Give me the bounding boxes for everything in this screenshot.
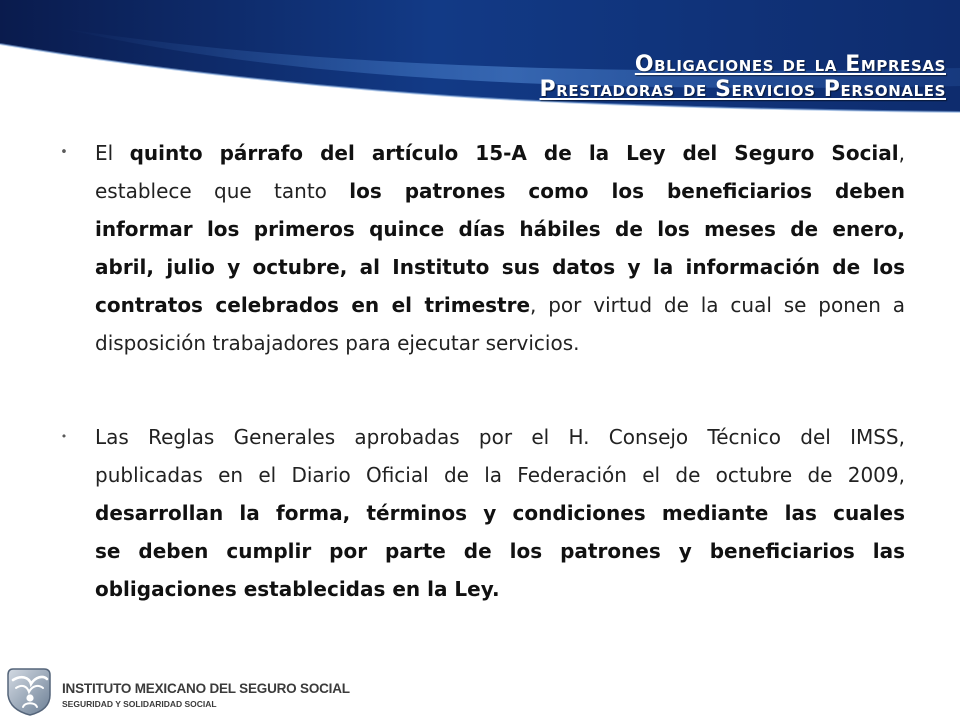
text-run: abril, julio y octubre, al Instituto sus datos y la información de los xyxy=(95,255,905,279)
slide-title-line-2: Prestadoras de Servicios Personales xyxy=(539,77,946,102)
paragraph-line xyxy=(95,494,905,532)
text-run: se deben cumplir por parte de los patrones y beneficiarios las xyxy=(95,539,905,563)
text-run: disposición trabajadores para ejecutar servicios. xyxy=(95,331,580,355)
bullet-paragraph-1 xyxy=(95,134,905,362)
institution-motto: SEGURIDAD Y SOLIDARIDAD SOCIAL xyxy=(62,699,217,709)
text-run: informar los primeros quince días hábiles de los meses de enero, xyxy=(95,217,905,241)
text-run: los patrones como los beneficiarios deben xyxy=(349,179,905,203)
bullet-paragraph-2 xyxy=(95,418,905,608)
institution-name: INSTITUTO MEXICANO DEL SEGURO SOCIAL xyxy=(62,681,350,696)
text-run: quinto párrafo del artículo 15-A de la Ley del Seguro Social xyxy=(129,141,899,165)
paragraph-line xyxy=(95,456,905,494)
paragraph-line xyxy=(95,134,905,172)
paragraph-line xyxy=(95,210,905,248)
paragraph-line xyxy=(95,324,905,362)
imss-logo-icon xyxy=(4,665,54,717)
bullet-marker: • xyxy=(60,145,68,160)
text-run: El xyxy=(95,141,130,165)
paragraph-line xyxy=(95,172,905,210)
paragraph-line xyxy=(95,532,905,570)
paragraph-line xyxy=(95,418,905,456)
text-run: establece que tanto xyxy=(95,179,350,203)
text-run: publicadas en el Diario Oficial de la Federación el de octubre de 2009, xyxy=(95,463,905,487)
text-run: obligaciones establecidas en la Ley. xyxy=(95,577,500,601)
paragraph-line xyxy=(95,248,905,286)
slide-title-line-1: Obligaciones de la Empresas xyxy=(634,52,946,77)
text-run: contratos celebrados en el trimestre xyxy=(95,293,531,317)
text-run: desarrollan la forma, términos y condiciones mediante las cuales xyxy=(95,501,905,525)
text-run: , por virtud de la cual se ponen a xyxy=(530,293,905,317)
text-run: Las Reglas Generales aprobadas por el H. Consejo Técnico del IMSS, xyxy=(95,425,905,449)
text-run: , xyxy=(898,141,905,165)
paragraph-line xyxy=(95,570,905,608)
paragraph-line xyxy=(95,286,905,324)
slide-title xyxy=(540,52,946,102)
bullet-marker: • xyxy=(60,430,68,443)
